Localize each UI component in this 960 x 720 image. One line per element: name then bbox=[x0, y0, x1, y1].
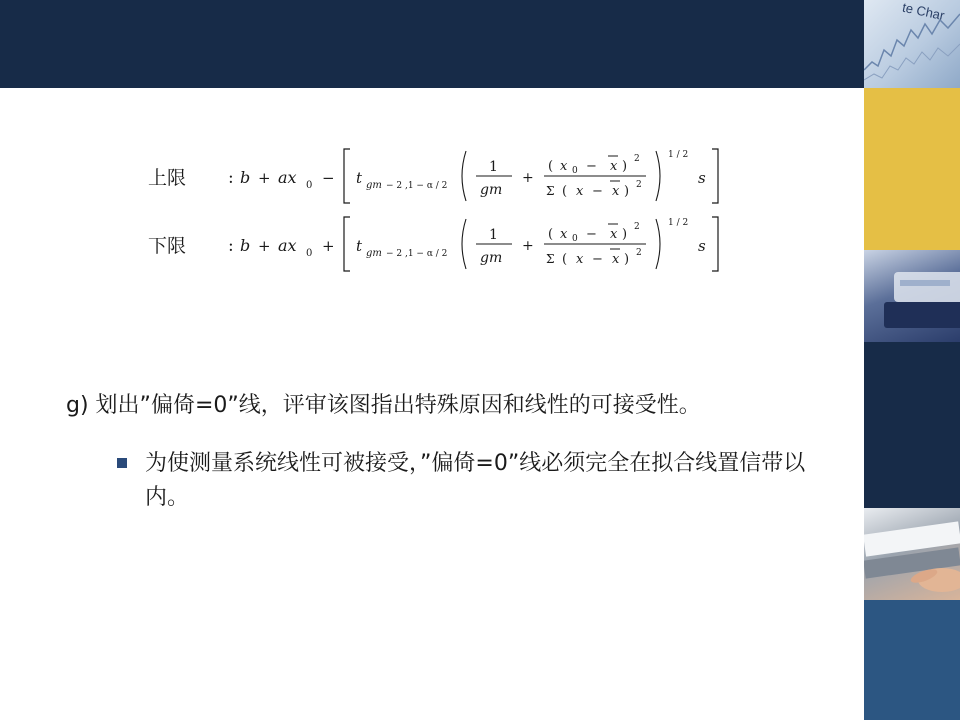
den-x: x bbox=[576, 252, 584, 267]
t-subscript-gm: gm bbox=[366, 180, 382, 191]
colon: : bbox=[228, 236, 234, 256]
yellow-panel bbox=[864, 88, 960, 250]
subscript-0: 0 bbox=[306, 180, 313, 191]
chart-line-graphic bbox=[864, 0, 960, 88]
num-minus: − bbox=[586, 227, 597, 242]
num-square: 2 bbox=[634, 222, 640, 232]
den-minus: − bbox=[592, 252, 603, 267]
t-subscript-rest: − 2 ,1 − α / 2 bbox=[386, 181, 448, 191]
side-image-strip bbox=[864, 0, 960, 720]
top-banner bbox=[0, 0, 864, 88]
stock-chart-image bbox=[864, 0, 960, 88]
var-s: s bbox=[698, 169, 706, 187]
colon: : bbox=[228, 168, 234, 188]
hand-paper-graphic bbox=[864, 508, 960, 600]
num-x: x bbox=[560, 227, 568, 242]
lower-limit-formula bbox=[148, 213, 728, 275]
num-xbar: x bbox=[610, 159, 618, 174]
plus: + bbox=[258, 237, 271, 255]
printer-graphic bbox=[864, 250, 960, 342]
left-bracket bbox=[344, 149, 350, 203]
subscript-0: 0 bbox=[306, 248, 313, 259]
den-square: 2 bbox=[636, 180, 642, 190]
right-bracket bbox=[712, 149, 718, 203]
var-t: t bbox=[356, 169, 363, 187]
t-subscript-gm: gm bbox=[366, 248, 382, 259]
num-square: 2 bbox=[634, 154, 640, 164]
bullet-item-text: 为使测量系统线性可被接受，”偏倚=0”线必须完全在拟合线置信带以内。 bbox=[145, 451, 806, 510]
var-s: s bbox=[698, 237, 706, 255]
frac-plus: + bbox=[522, 170, 534, 186]
left-paren bbox=[462, 151, 466, 201]
den-minus: − bbox=[592, 184, 603, 199]
frac-plus: + bbox=[522, 238, 534, 254]
num-open: ( bbox=[548, 227, 554, 242]
den-open: ( bbox=[562, 252, 568, 267]
var-ax: ax bbox=[278, 168, 297, 187]
den-close: ) bbox=[624, 252, 630, 267]
formula-label: 上限 bbox=[148, 167, 187, 189]
den-sigma: Σ bbox=[546, 184, 555, 198]
den-x: x bbox=[576, 184, 584, 199]
var-b: b bbox=[240, 236, 251, 255]
exponent-half: 1 / 2 bbox=[668, 218, 689, 228]
var-t: t bbox=[356, 237, 363, 255]
plus: + bbox=[258, 169, 271, 187]
left-bracket bbox=[344, 217, 350, 271]
num-x: x bbox=[560, 159, 568, 174]
num-close: ) bbox=[622, 159, 628, 174]
exponent-half: 1 / 2 bbox=[668, 150, 689, 160]
den-open: ( bbox=[562, 184, 568, 199]
den-close: ) bbox=[624, 184, 630, 199]
frac1-numerator: 1 bbox=[489, 227, 498, 243]
formula-math bbox=[224, 145, 724, 207]
den-sigma: Σ bbox=[546, 252, 555, 266]
operator: − bbox=[322, 169, 335, 187]
square-bullet-icon bbox=[117, 458, 127, 468]
right-bracket bbox=[712, 217, 718, 271]
den-square: 2 bbox=[636, 248, 642, 258]
num-xbar: x bbox=[610, 227, 618, 242]
formula-math bbox=[224, 213, 724, 275]
num-minus: − bbox=[586, 159, 597, 174]
printer-image bbox=[864, 250, 960, 342]
step-g-text: g) 划出”偏倚=0”线，评审该图指出特殊原因和线性的可接受性。 bbox=[66, 393, 701, 418]
frac1-denominator: gm bbox=[480, 182, 503, 198]
num-x0-sub: 0 bbox=[572, 166, 578, 176]
chart-image-text: te Char bbox=[901, 0, 946, 24]
num-x0-sub: 0 bbox=[572, 234, 578, 244]
frac1-denominator: gm bbox=[480, 250, 503, 266]
hand-paper-image bbox=[864, 508, 960, 600]
right-paren bbox=[656, 151, 660, 201]
formula-label: 下限 bbox=[148, 235, 187, 257]
operator: + bbox=[322, 237, 335, 255]
frac1-numerator: 1 bbox=[489, 159, 498, 175]
upper-limit-formula bbox=[148, 145, 728, 207]
num-open: ( bbox=[548, 159, 554, 174]
den-xbar: x bbox=[612, 184, 620, 199]
var-ax: ax bbox=[278, 236, 297, 255]
t-subscript-rest: − 2 ,1 − α / 2 bbox=[386, 249, 448, 259]
num-close: ) bbox=[622, 227, 628, 242]
right-paren bbox=[656, 219, 660, 269]
var-b: b bbox=[240, 168, 251, 187]
navy-panel bbox=[864, 342, 960, 508]
blue-panel bbox=[864, 600, 960, 720]
left-paren bbox=[462, 219, 466, 269]
den-xbar: x bbox=[612, 252, 620, 267]
